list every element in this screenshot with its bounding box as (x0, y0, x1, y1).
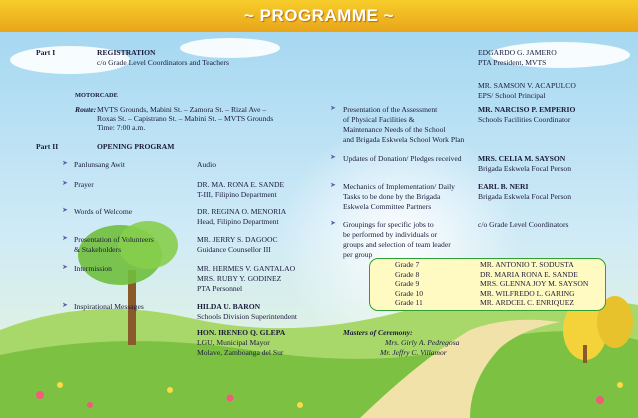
program-person-detail: PTA Personnel (197, 284, 243, 293)
bullet-icon: ➤ (62, 263, 68, 271)
program-person: MR. JERRY S. DAGOOC (197, 235, 278, 244)
program-item-cont: be performed by individuals or (343, 230, 438, 239)
program-person: MR. NARCISO P. EMPERIO (478, 105, 576, 114)
part1-label: Part I (36, 48, 56, 57)
program-person-detail: Head, Filipino Department (197, 217, 279, 226)
program-person-detail: Brigada Eskwela Focal Person (478, 164, 572, 173)
program-item: Inspirational Messages (74, 302, 144, 311)
program-item-cont: & Stakeholders (74, 245, 122, 254)
program-person: MR. HERMES V. GANTALAO (197, 264, 296, 273)
program-person-detail: MRS. RUBY Y. GODINEZ (197, 274, 282, 283)
program-person: Audio (197, 160, 216, 169)
program-item-cont: groups and selection of team leader (343, 240, 451, 249)
mc-name: Mrs. Girly A. Pedregosa (385, 338, 460, 347)
program-person: DR. MA. RONA E. SANDE (197, 180, 285, 189)
route-time: Time: 7:00 a.m. (97, 123, 146, 132)
part1-title: REGISTRATION (97, 48, 156, 57)
route-label: Route: (75, 105, 97, 114)
program-item-cont: Eskwela Committee Partners (343, 202, 432, 211)
part1-coordinators: c/o Grade Level Coordinators and Teachers (97, 58, 229, 67)
grade-label: Grade 8 (395, 269, 420, 279)
program-item-cont: Tasks to be done by the Brigada (343, 192, 441, 201)
grade-coordinator: MR. ANTONIO T. SODUSTA (480, 260, 574, 269)
route-line-2: Roxas St. – Capistrano St. – Mabini St. – MVTS Grounds (97, 114, 274, 123)
bullet-icon: ➤ (62, 179, 68, 187)
mayor-place: Molave, Zamboanga del Sur (197, 348, 284, 357)
program-item: Presentation of Volunteers (74, 235, 154, 244)
route-line-1: MVTS Grounds, Mabini St. – Zamora St. – Rizal Ave – (97, 105, 267, 114)
program-person: DR. REGINA O. MENORIA (197, 207, 287, 216)
part2-title: OPENING PROGRAM (97, 142, 175, 151)
principal-name: MR. SAMSON V. ACAPULCO (478, 81, 576, 90)
grade-label: Grade 7 (395, 260, 420, 269)
programme-banner (0, 0, 638, 32)
program-item: Panlunsang Awit (74, 160, 125, 169)
program-person: c/o Grade Level Coordinators (478, 220, 569, 229)
bullet-icon: ➤ (330, 153, 336, 161)
grade-coordinator: DR. MARIA RONA E. SANDE (480, 269, 578, 279)
bullet-icon: ➤ (62, 206, 68, 214)
pta-president-title: PTA President, MVTS (478, 58, 547, 67)
grade-coordinator: MR. WILFREDO L. GARING (480, 288, 575, 298)
program-person: HILDA U. BARON (197, 302, 261, 311)
program-item: Presentation of the Assessment (343, 105, 438, 114)
program-person-detail: Schools Facilities Coordinator (478, 115, 571, 124)
program-person: MRS. CELIA M. SAYSON (478, 154, 566, 163)
program-item-cont: of Physical Facilities & (343, 115, 415, 124)
motorcade-label: MOTORCADE (75, 92, 118, 99)
masters-of-ceremony-label: Masters of Ceremony: (343, 328, 413, 337)
program-item: Words of Welcome (74, 207, 133, 216)
program-person-detail: Schools Division Superintendent (197, 312, 297, 321)
program-person-detail: T-III, Filipino Department (197, 190, 277, 199)
program-item-cont: per group (343, 250, 373, 259)
program-item-cont: and Brigada Eskwela School Work Plan (343, 135, 465, 144)
mayor-position: LGU, Municipal Mayor (197, 338, 270, 347)
mayor-name: HON. IRENEO Q. GLEPA (197, 328, 286, 337)
grade-coordinator: MRS. GLENNA JOY M. SAYSON (480, 279, 589, 288)
program-item-cont: Maintenance Needs of the School (343, 125, 446, 134)
pta-president-name: EDGARDO G. JAMERO (478, 48, 557, 57)
bullet-icon: ➤ (330, 181, 336, 189)
banner-title: ~ PROGRAMME ~ (243, 6, 395, 25)
bullet-icon: ➤ (330, 104, 336, 112)
part2-label: Part II (36, 142, 59, 151)
grade-coordinator: MR. ARDCEL C. ENRIQUEZ (480, 298, 575, 307)
program-item: Updates of Donation/ Pledges received (343, 154, 462, 163)
bullet-icon: ➤ (62, 301, 68, 309)
principal-title: EPS/ School Principal (478, 91, 546, 100)
program-person-detail: Guidance Counsellor III (197, 245, 271, 254)
program-item: Mechanics of Implementation/ Daily (343, 182, 455, 191)
grade-label: Grade 11 (395, 298, 423, 307)
bullet-icon: ➤ (62, 234, 68, 242)
program-item: Intermission (74, 264, 112, 273)
bullet-icon: ➤ (62, 159, 68, 167)
mc-name: Mr. Jeffry C. Villamor (380, 348, 447, 357)
program-item: Groupings for specific jobs to (343, 220, 434, 229)
grade-label: Grade 10 (395, 288, 424, 298)
program-item: Prayer (74, 180, 94, 189)
bullet-icon: ➤ (330, 219, 336, 227)
grade-label: Grade 9 (395, 279, 420, 288)
program-person-detail: Brigada Eskwela Focal Person (478, 192, 572, 201)
program-person: EARL B. NERI (478, 182, 529, 191)
